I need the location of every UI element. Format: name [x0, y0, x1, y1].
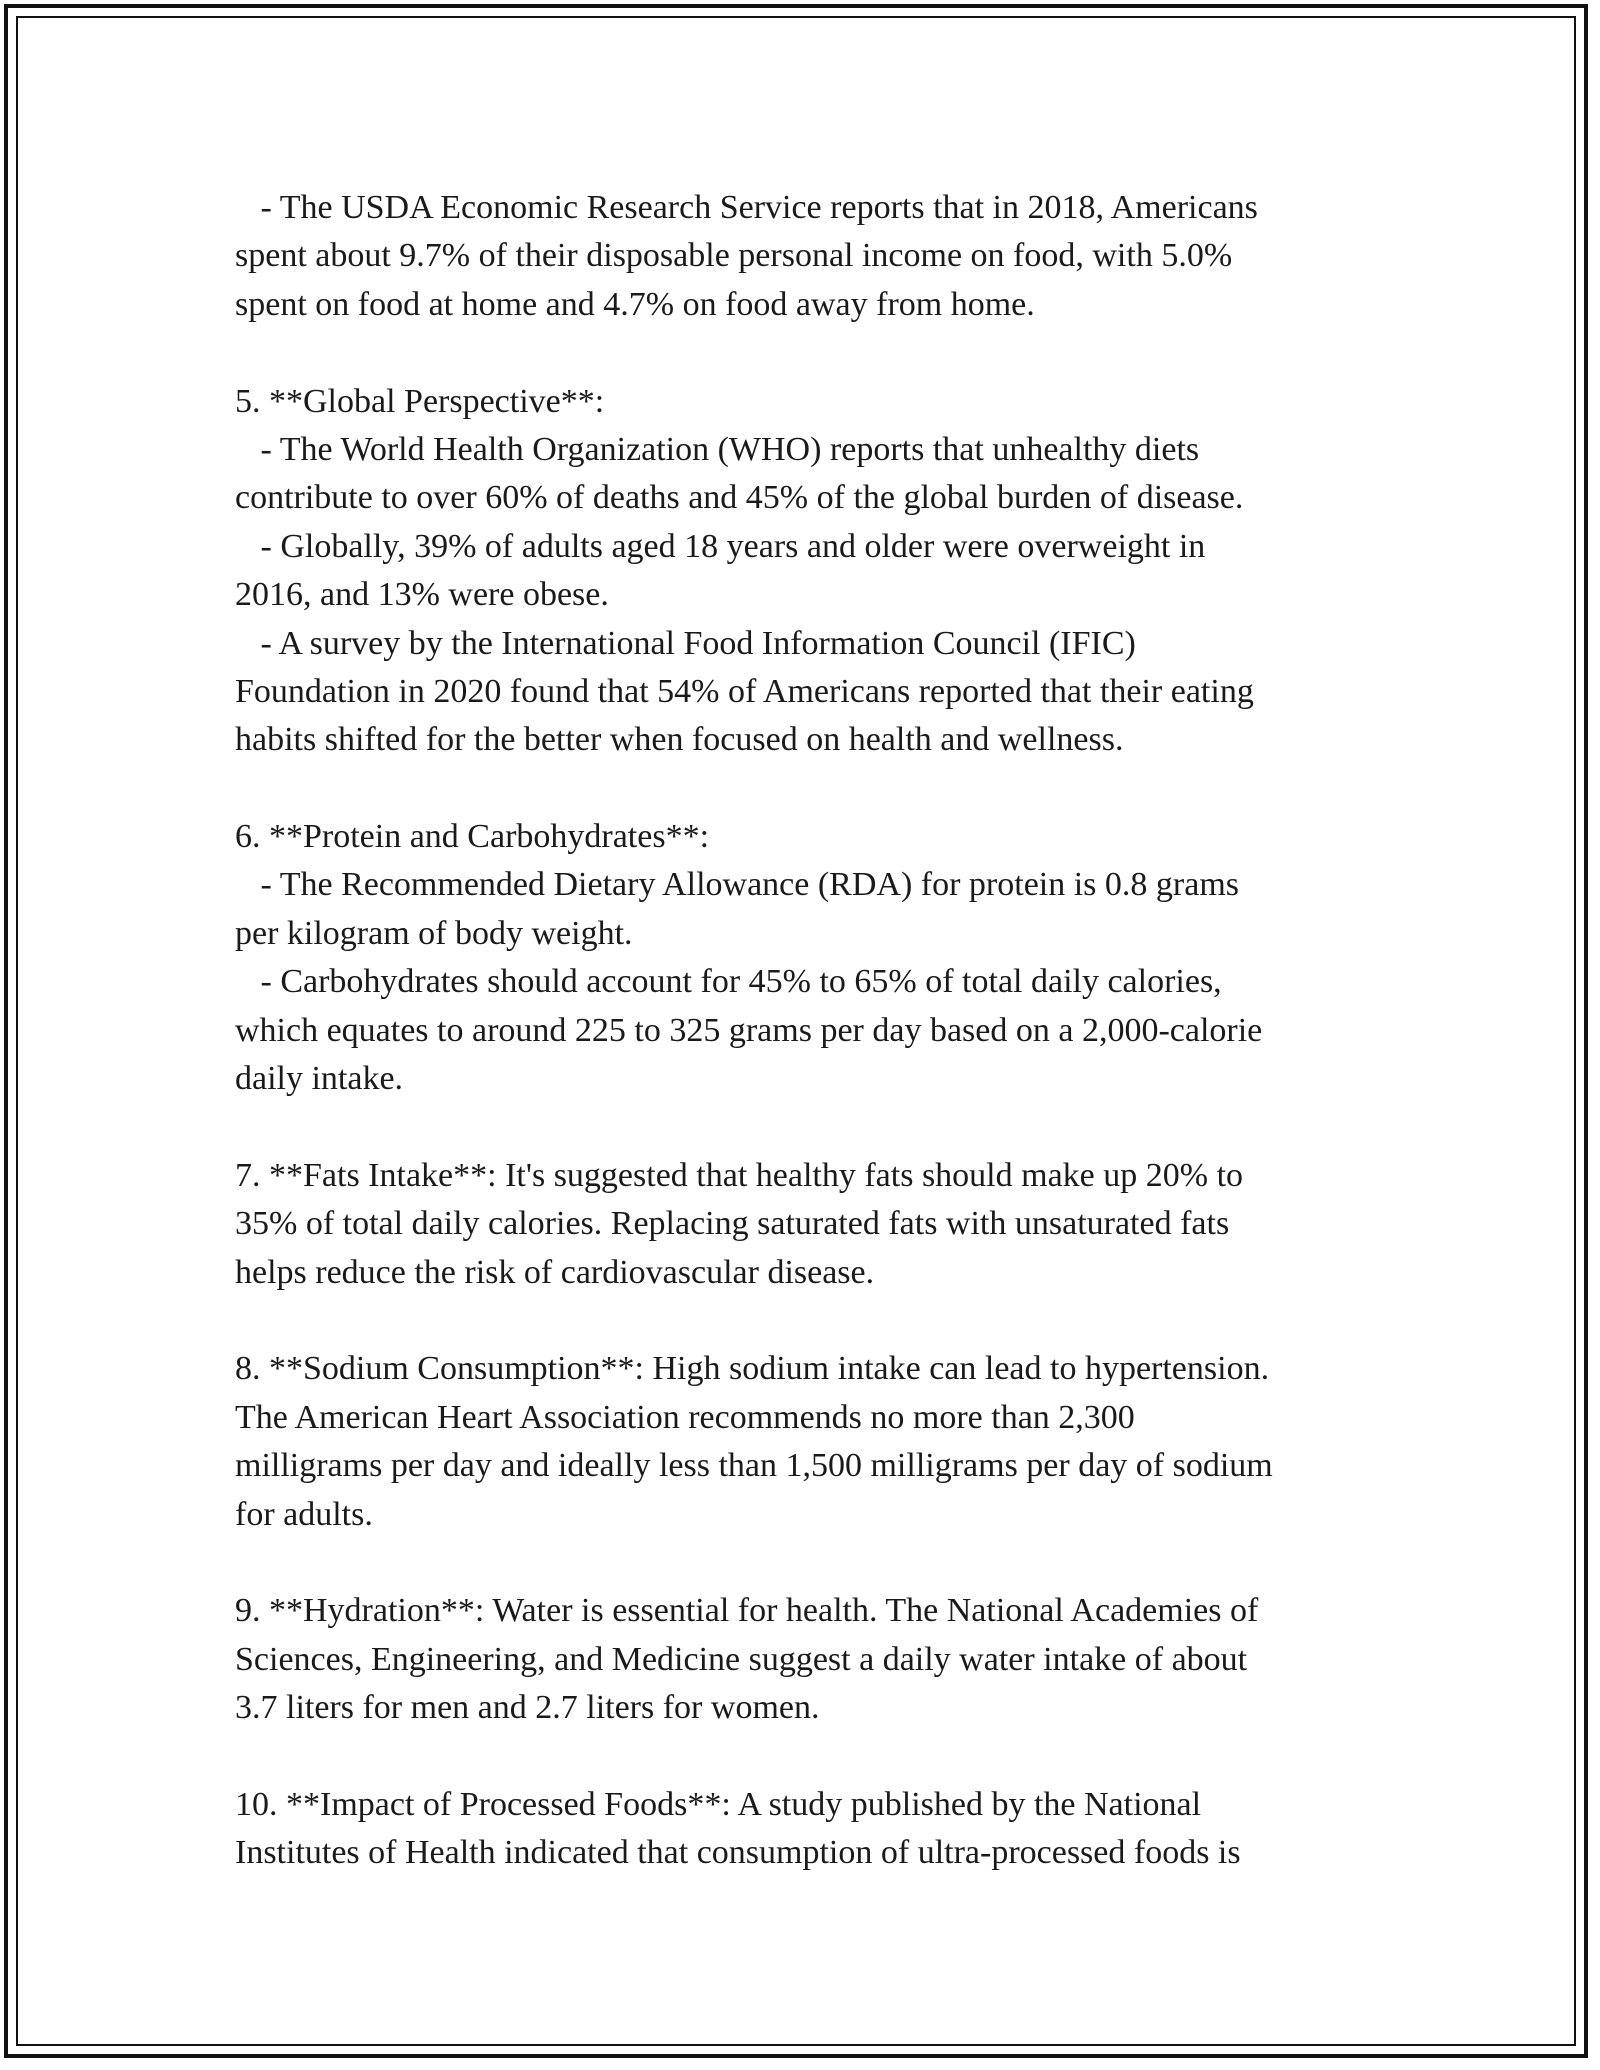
text-line: per kilogram of body weight.	[235, 914, 633, 952]
text-line: milligrams per day and ideally less than 1,500 milligrams per day of sodium	[235, 1447, 1273, 1485]
section-heading: 6. **Protein and Carbohydrates**:	[235, 818, 710, 856]
section-heading: 9. **Hydration**: Water is essential for health. The National Academies of	[235, 1592, 1259, 1630]
blank-line	[235, 329, 1375, 377]
blank-line	[235, 1103, 1375, 1151]
text-line: daily intake.	[235, 1060, 404, 1098]
text-line: 2016, and 13% were obese.	[235, 576, 609, 614]
text-line: - The USDA Economic Research Service reports that in 2018, Americans	[235, 189, 1258, 226]
text-line: - The World Health Organization (WHO) reports that unhealthy diets	[235, 430, 1200, 468]
document-body	[235, 184, 1375, 1878]
text-line: - The Recommended Dietary Allowance (RDA) for protein is 0.8 grams	[235, 866, 1239, 904]
text-line: Foundation in 2020 found that 54% of Americans reported that their eating	[235, 672, 1254, 710]
text-line: - A survey by the International Food Information Council (IFIC)	[235, 624, 1136, 662]
blank-line	[235, 1297, 1375, 1345]
section-heading: 8. **Sodium Consumption**: High sodium intake can lead to hypertension.	[235, 1350, 1270, 1388]
text-line: spent on food at home and 4.7% on food away from home.	[235, 285, 1035, 323]
blank-line	[235, 1539, 1375, 1587]
text-line: - Globally, 39% of adults aged 18 years and older were overweight in	[235, 527, 1206, 565]
section-heading: 5. **Global Perspective**:	[235, 382, 605, 420]
text-line: contribute to over 60% of deaths and 45% of the global burden of disease.	[235, 479, 1244, 517]
text-line: which equates to around 225 to 325 grams per day based on a 2,000-calorie	[235, 1011, 1263, 1049]
text-line: - Carbohydrates should account for 45% to 65% of total daily calories,	[235, 963, 1222, 1001]
text-line: 3.7 liters for men and 2.7 liters for women.	[235, 1689, 820, 1727]
blank-line	[235, 765, 1375, 813]
text-line: helps reduce the risk of cardiovascular disease.	[235, 1253, 875, 1291]
text-line: Institutes of Health indicated that consumption of ultra-processed foods is	[235, 1834, 1241, 1872]
blank-line	[235, 1733, 1375, 1781]
text-line: Sciences, Engineering, and Medicine suggest a daily water intake of about	[235, 1640, 1248, 1678]
text-line: for adults.	[235, 1495, 373, 1533]
text-line: 35% of total daily calories. Replacing saturated fats with unsaturated fats	[235, 1205, 1230, 1243]
section-heading: 10. **Impact of Processed Foods**: A study published by the National	[235, 1785, 1202, 1823]
text-line: The American Heart Association recommends no more than 2,300	[235, 1398, 1135, 1436]
text-line: spent about 9.7% of their disposable personal income on food, with 5.0%	[235, 237, 1233, 275]
section-heading: 7. **Fats Intake**: It's suggested that healthy fats should make up 20% to	[235, 1156, 1244, 1194]
text-line: habits shifted for the better when focused on health and wellness.	[235, 721, 1124, 759]
